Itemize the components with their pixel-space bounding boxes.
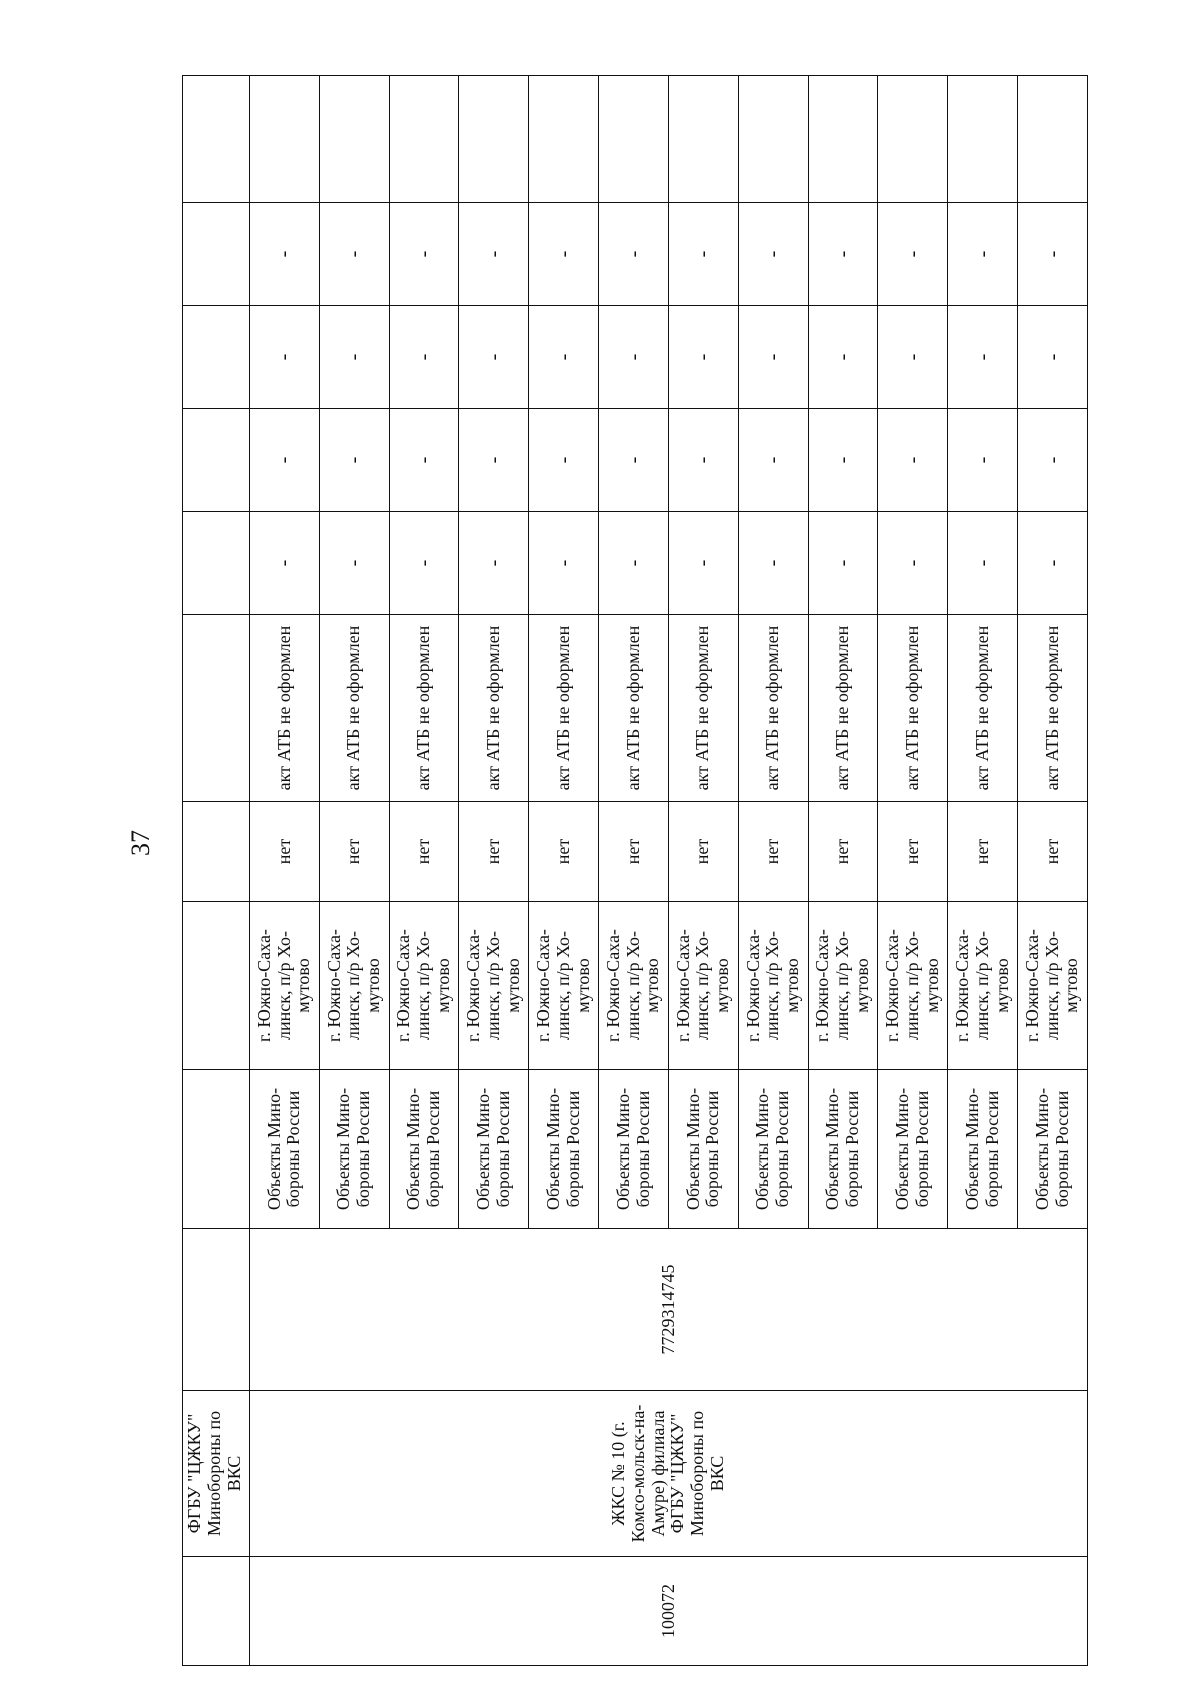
cell-c4: - — [1018, 203, 1088, 306]
cell-c4: - — [738, 203, 808, 306]
cell-c3: - — [738, 306, 808, 409]
cell-c4: - — [948, 203, 1018, 306]
cell-c2: - — [668, 409, 738, 512]
cell-c2: - — [529, 409, 599, 512]
cell-act: акт АТБ не оформлен — [738, 615, 808, 802]
cell-c3: - — [668, 306, 738, 409]
cell-flag: нет — [250, 802, 320, 902]
cell-flag: нет — [389, 802, 459, 902]
cell-c1: - — [459, 512, 529, 615]
cell-empty — [878, 76, 948, 203]
cell-act: акт АТБ не оформлен — [668, 615, 738, 802]
cell-c3: - — [529, 306, 599, 409]
cell-c3: - — [459, 306, 529, 409]
cell-address: г. Южно-Саха-линск, п/р Хо-мутово — [1018, 902, 1088, 1070]
header-cell-c3 — [183, 306, 250, 409]
cell-flag: нет — [668, 802, 738, 902]
cell-c1: - — [529, 512, 599, 615]
table-row — [250, 76, 320, 1666]
cell-c1: - — [1018, 512, 1088, 615]
cell-address: г. Южно-Саха-линск, п/р Хо-мутово — [529, 902, 599, 1070]
cell-c4: - — [599, 203, 669, 306]
cell-object: Объекты Мино-бороны России — [668, 1070, 738, 1229]
cell-empty — [529, 76, 599, 203]
cell-address: г. Южно-Саха-линск, п/р Хо-мутово — [319, 902, 389, 1070]
header-cell-object — [183, 1070, 250, 1229]
cell-c1: - — [948, 512, 1018, 615]
cell-flag: нет — [948, 802, 1018, 902]
cell-empty — [1018, 76, 1088, 203]
cell-act: акт АТБ не оформлен — [250, 615, 320, 802]
cell-empty — [250, 76, 320, 203]
header-cell-c4 — [183, 203, 250, 306]
cell-address: г. Южно-Саха-линск, п/р Хо-мутово — [878, 902, 948, 1070]
header-cell-last — [183, 76, 250, 203]
cell-object: Объекты Мино-бороны России — [738, 1070, 808, 1229]
cell-flag: нет — [529, 802, 599, 902]
cell-c4: - — [808, 203, 878, 306]
header-cell-c2 — [183, 409, 250, 512]
cell-empty — [668, 76, 738, 203]
group-inn-cell: 7729314745 — [250, 1229, 1088, 1391]
cell-object: Объекты Мино-бороны России — [948, 1070, 1018, 1229]
cell-act: акт АТБ не оформлен — [1018, 615, 1088, 802]
data-table — [182, 75, 1088, 1666]
cell-flag: нет — [808, 802, 878, 902]
cell-c2: - — [599, 409, 669, 512]
cell-c4: - — [319, 203, 389, 306]
cell-act: акт АТБ не оформлен — [529, 615, 599, 802]
cell-object: Объекты Мино-бороны России — [1018, 1070, 1088, 1229]
header-cell-code — [183, 1557, 250, 1666]
cell-c1: - — [319, 512, 389, 615]
cell-address: г. Южно-Саха-линск, п/р Хо-мутово — [668, 902, 738, 1070]
cell-act: акт АТБ не оформлен — [808, 615, 878, 802]
cell-c3: - — [1018, 306, 1088, 409]
cell-c1: - — [389, 512, 459, 615]
page-number: 37 — [126, 830, 155, 856]
cell-address: г. Южно-Саха-линск, п/р Хо-мутово — [389, 902, 459, 1070]
cell-c2: - — [319, 409, 389, 512]
cell-object: Объекты Мино-бороны России — [389, 1070, 459, 1229]
cell-object: Объекты Мино-бороны России — [808, 1070, 878, 1229]
cell-address: г. Южно-Саха-линск, п/р Хо-мутово — [599, 902, 669, 1070]
cell-act: акт АТБ не оформлен — [459, 615, 529, 802]
cell-c3: - — [948, 306, 1018, 409]
cell-c4: - — [389, 203, 459, 306]
cell-c2: - — [948, 409, 1018, 512]
cell-act: акт АТБ не оформлен — [319, 615, 389, 802]
cell-flag: нет — [599, 802, 669, 902]
table-frame — [182, 76, 1087, 1666]
cell-c3: - — [250, 306, 320, 409]
cell-flag: нет — [1018, 802, 1088, 902]
cell-object: Объекты Мино-бороны России — [459, 1070, 529, 1229]
cell-flag: нет — [738, 802, 808, 902]
cell-empty — [599, 76, 669, 203]
cell-c2: - — [250, 409, 320, 512]
cell-c3: - — [808, 306, 878, 409]
cell-act: акт АТБ не оформлен — [389, 615, 459, 802]
cell-c2: - — [878, 409, 948, 512]
cell-object: Объекты Мино-бороны России — [529, 1070, 599, 1229]
cell-c1: - — [668, 512, 738, 615]
cell-flag: нет — [319, 802, 389, 902]
cell-c1: - — [878, 512, 948, 615]
cell-act: акт АТБ не оформлен — [599, 615, 669, 802]
cell-c3: - — [599, 306, 669, 409]
header-cell-org: ФГБУ "ЦЖКУ" Минобороны по ВКС — [183, 1391, 250, 1557]
header-cell-flag — [183, 802, 250, 902]
cell-c2: - — [808, 409, 878, 512]
cell-address: г. Южно-Саха-линск, п/р Хо-мутово — [738, 902, 808, 1070]
cell-empty — [738, 76, 808, 203]
cell-act: акт АТБ не оформлен — [878, 615, 948, 802]
cell-object: Объекты Мино-бороны России — [878, 1070, 948, 1229]
cell-c2: - — [1018, 409, 1088, 512]
cell-c2: - — [389, 409, 459, 512]
cell-empty — [319, 76, 389, 203]
header-cell-c1 — [183, 512, 250, 615]
cell-c3: - — [389, 306, 459, 409]
cell-c1: - — [250, 512, 320, 615]
table-body — [183, 76, 1088, 1666]
cell-c2: - — [459, 409, 529, 512]
cell-empty — [389, 76, 459, 203]
cell-address: г. Южно-Саха-линск, п/р Хо-мутово — [250, 902, 320, 1070]
header-row — [183, 76, 250, 1666]
cell-empty — [808, 76, 878, 203]
cell-object: Объекты Мино-бороны России — [319, 1070, 389, 1229]
cell-act: акт АТБ не оформлен — [948, 615, 1018, 802]
cell-address: г. Южно-Саха-линск, п/р Хо-мутово — [459, 902, 529, 1070]
header-cell-act — [183, 615, 250, 802]
header-cell-inn — [183, 1229, 250, 1391]
cell-c1: - — [599, 512, 669, 615]
cell-c4: - — [459, 203, 529, 306]
cell-c4: - — [668, 203, 738, 306]
cell-c1: - — [738, 512, 808, 615]
cell-address: г. Южно-Саха-линск, п/р Хо-мутово — [948, 902, 1018, 1070]
header-cell-address — [183, 902, 250, 1070]
cell-flag: нет — [878, 802, 948, 902]
cell-object: Объекты Мино-бороны России — [599, 1070, 669, 1229]
cell-c4: - — [878, 203, 948, 306]
cell-c3: - — [319, 306, 389, 409]
group-org-cell: ЖКС № 10 (г. Комсо-мольск-на-Амуре) филиала ФГБУ "ЦЖКУ" Минобороны по ВКС — [250, 1391, 1088, 1557]
cell-object: Объекты Мино-бороны России — [250, 1070, 320, 1229]
cell-empty — [948, 76, 1018, 203]
cell-c4: - — [250, 203, 320, 306]
cell-address: г. Южно-Саха-линск, п/р Хо-мутово — [808, 902, 878, 1070]
group-code-cell: 100072 — [250, 1557, 1088, 1666]
cell-c3: - — [878, 306, 948, 409]
cell-c2: - — [738, 409, 808, 512]
cell-c1: - — [808, 512, 878, 615]
cell-flag: нет — [459, 802, 529, 902]
cell-c4: - — [529, 203, 599, 306]
cell-empty — [459, 76, 529, 203]
